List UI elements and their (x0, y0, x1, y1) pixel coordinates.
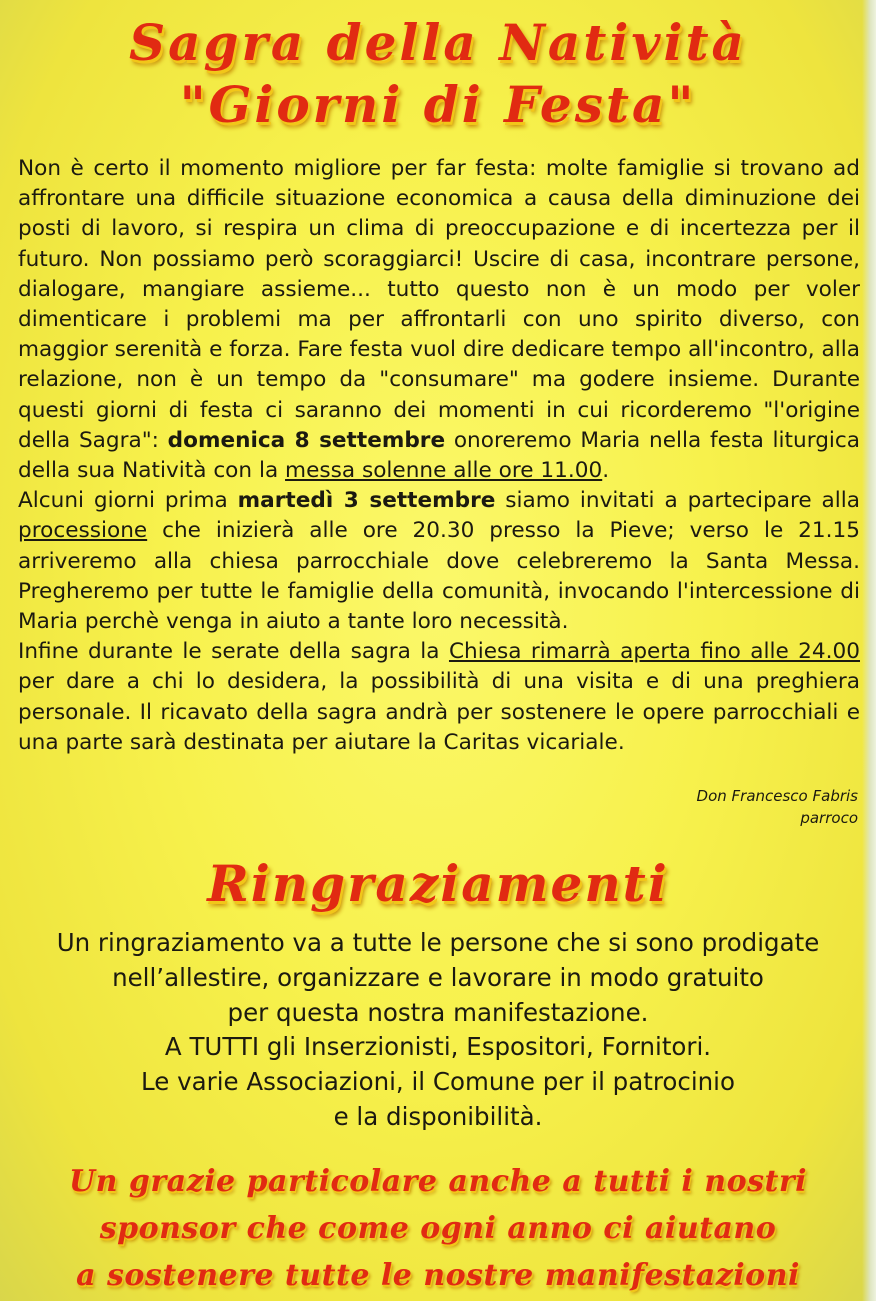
thanks-text (0, 926, 876, 1135)
article-text: siamo invitati a partecipare alla (495, 488, 860, 514)
article-text: . (602, 458, 610, 484)
thanks-title: Ringraziamenti (207, 854, 669, 913)
thanks-line: nell’allestire, organizzare e lavorare in modo gratuito (112, 962, 764, 992)
article-text: Non è certo il momento migliore per far festa: molte famiglie si trovano ad affrontare una difficile situazione economica a causa della diminuzione dei posti di lavoro, si respira un clima di preoccupazione e di incertezza per il futuro. Non possiamo però scoraggiarci! Uscire di casa, incontrare persone, dialogare, mangiare assieme... tutto questo non è un modo per voler dimenticare i problemi ma per affrontarli con uno spirito diverso, con maggior serenità e forza. Fare festa vuol dire dedicare tempo all'incontro, alla relazione, non è un tempo da "consumare" ma godere insieme. Durante questi giorni di festa ci saranno dei momenti in cui ricorderemo "l'origine della Sagra": (18, 156, 860, 453)
signature-name: Don Francesco Fabris (696, 787, 858, 805)
church-hours: Chiesa rimarrà aperta fino alle 24.00 (448, 639, 860, 665)
article-text: che inizierà alle ore 20.30 presso la Pieve; verso le 21.15 arriveremo alla chiesa parrocchiale dove celebreremo la Santa Messa. Pregheremo per tutte le famiglie della comunità, invocando l'intercessione di Maria perchè venga in aiuto a tante loro necessità. (18, 518, 860, 635)
thanks-line: per questa nostra manifestazione. (227, 997, 649, 1027)
article-text: onoreremo Maria nella festa liturgica della sua Natività con la (18, 427, 861, 484)
title-line-1: Sagra della Natività (129, 13, 747, 72)
article-text: Alcuni giorni prima (18, 488, 238, 514)
date-sunday: domenica 8 settembre (167, 427, 446, 453)
article-body (18, 154, 860, 758)
article-text: per dare a chi lo desidera, la possibilità di una visita e di una preghiera personale. Il ricavato della sagra andrà per sostenere le opere parrocchiali e una parte sarà destinata per aiutare la Caritas vicariale. (18, 669, 860, 755)
sponsor-line: Un grazie particolare anche a tutti i nostri (68, 1164, 808, 1199)
thanks-line: Le varie Associazioni, il Comune per il patrocinio (141, 1067, 735, 1097)
mass-time: messa solenne alle ore 11.00 (285, 458, 603, 484)
thanks-line: Un ringraziamento va a tutte le persone che si sono prodigate (56, 928, 820, 957)
thanks-line: e la disponibilità. (333, 1101, 543, 1131)
date-tuesday: martedì 3 settembre (237, 488, 496, 514)
signature (697, 785, 858, 829)
sponsor-message (0, 1158, 876, 1299)
title-line-2: "Giorni di Festa" (179, 75, 697, 134)
sponsor-line: sponsor che come ogni anno ci aiutano (99, 1211, 777, 1246)
sponsor-line: a sostenere tutte le nostre manifestazioni (76, 1258, 800, 1293)
article-text: Infine durante le serate della sagra la (18, 639, 449, 665)
procession: processione (18, 518, 148, 544)
signature-role: parroco (800, 809, 858, 827)
thanks-line: A TUTTI gli Inserzionisti, Espositori, Fornitori. (164, 1032, 712, 1062)
